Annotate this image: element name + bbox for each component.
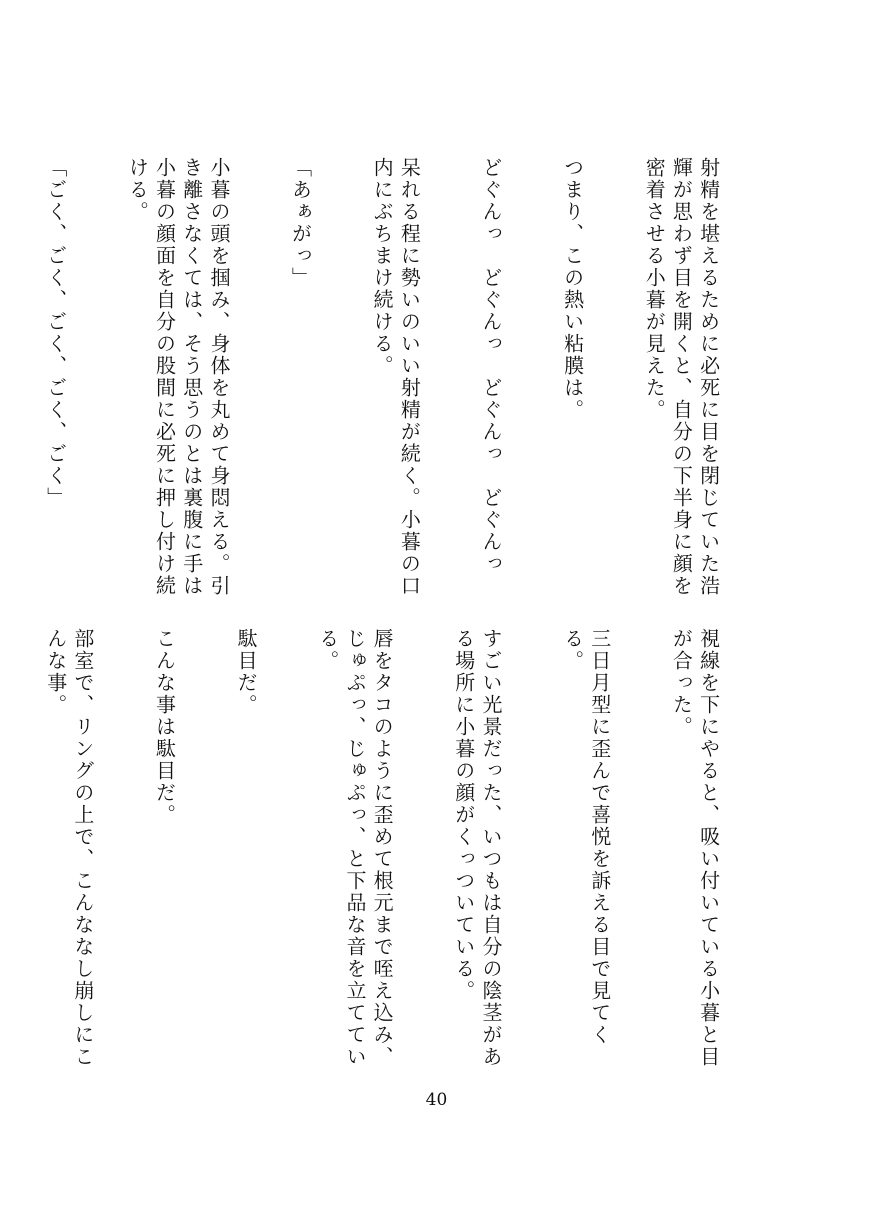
paragraph: すごい光景だった、いつもは自分の陰茎がある場所に小暮の顔がくっついている。 — [451, 628, 503, 1068]
paragraph: 部室で、リングの上で、こんななし崩しにこんな事。 — [43, 628, 95, 1068]
paragraph: こんな事は駄目だ。 — [152, 628, 177, 826]
paragraph: 小暮の頭を掴み、身体を丸めて身悶える。引き離さなくては、そう思うのとは裏腹に手は小暮の顔面を自分の股間に必死に押し付け続ける。 — [125, 157, 231, 597]
paragraph: 三日月型に歪んで喜悦を訴える目で見てくる。 — [560, 628, 612, 1046]
page-number: 40 — [425, 1090, 448, 1110]
paragraph: 駄目だ。 — [234, 628, 259, 716]
text-block-bottom — [43, 628, 776, 1068]
text-block-top — [43, 157, 776, 597]
paragraph: つまり、この熱い粘膜は。 — [560, 157, 585, 421]
paragraph: 「ごく、ごく、ごく、ごく、ごく」 — [43, 157, 68, 509]
paragraph: 射精を堪えるために必死に目を閉じていた浩輝が思わず目を開くと、自分の下半身に顔を密着させる小暮が見えた。 — [642, 157, 721, 597]
paragraph: 呆れる程に勢いのいい射精が続く。小暮の口内にぶちまけ続ける。 — [370, 157, 422, 597]
paragraph: 唇をタコのように歪めて根元まで咥え込み、じゅぷっ、じゅぷっ、と下品な音を立てている。 — [315, 628, 395, 1068]
paragraph: 視線を下にやると、吸い付いている小暮と目が合った。 — [669, 628, 721, 1068]
paragraph: 「あぁがっ」 — [288, 157, 313, 289]
paragraph: どぐんっ どぐんっ どぐんっ どぐんっ — [478, 157, 503, 575]
